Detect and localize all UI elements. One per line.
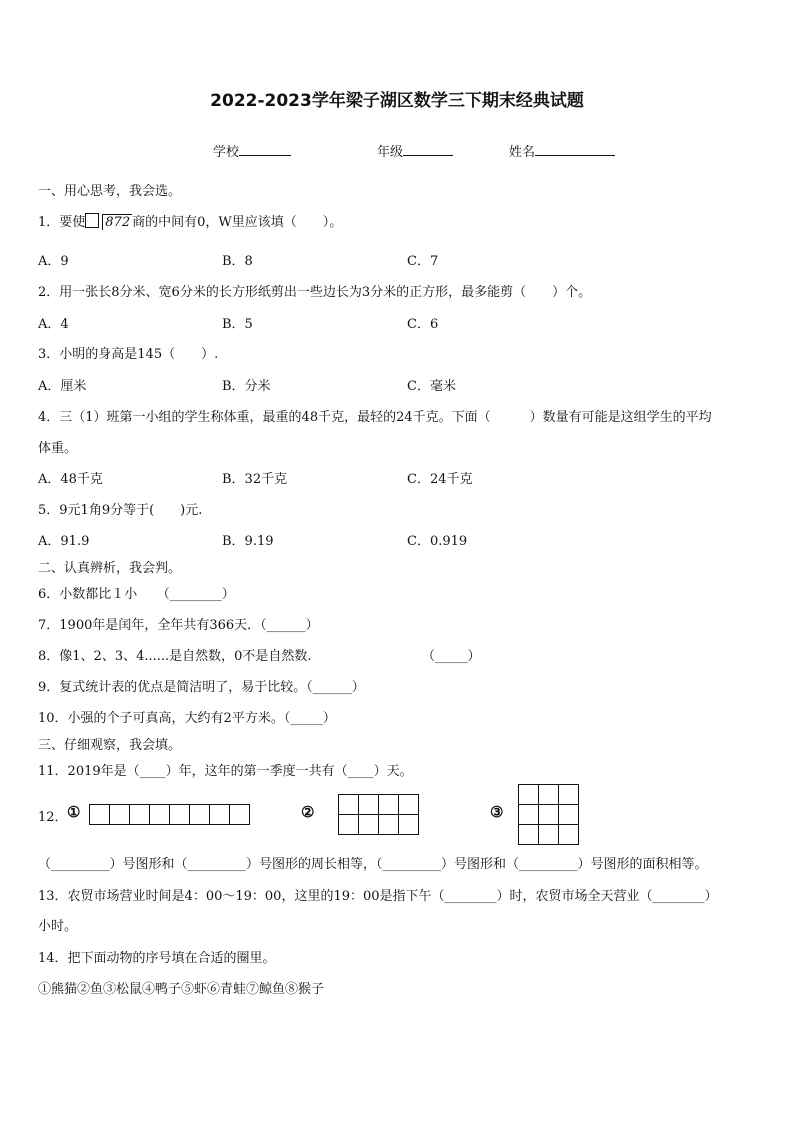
q5-option-a: A．91.9 — [38, 534, 90, 549]
q5-option-b: B．9.19 — [222, 534, 274, 549]
q5-option-c: C．0.919 — [407, 534, 468, 549]
school-blank — [239, 143, 291, 156]
q10-text: 10．小强的个子可真高，大约有2平方米。 — [38, 711, 284, 726]
question-7 — [38, 614, 319, 633]
q2-option-a: A．4 — [38, 317, 69, 332]
q4-option-a: A．48千克 — [38, 472, 103, 487]
q3-option-a: A．厘米 — [38, 379, 87, 394]
q3-option-b: B．分米 — [222, 379, 271, 394]
question-13-cont: 小时。 — [38, 919, 78, 934]
shape-3-mark: ③ — [490, 803, 504, 821]
q1-option-a: A．9 — [38, 254, 69, 269]
q3-option-c: C．毫米 — [407, 379, 456, 394]
name-field — [509, 141, 615, 160]
page-title: 2022-2023学年梁子湖区数学三下期末经典试题 — [210, 91, 584, 111]
question-4-cont: 体重。 — [38, 441, 78, 456]
q1-box — [85, 213, 99, 228]
grade-field — [377, 141, 453, 160]
q7-text: 7．1900年是闰年，全年共有366天． — [38, 618, 261, 633]
q1-prefix: 1．要使 — [38, 215, 86, 230]
q1-option-b: B．8 — [222, 254, 253, 269]
q7-answer-blank: （______） — [260, 618, 319, 633]
q9-text: 9．复式统计表的优点是简洁明了，易于比较。 — [38, 680, 307, 695]
section-1-heading: 一、用心思考，我会选。 — [38, 184, 182, 199]
question-6 — [38, 583, 235, 602]
q4-option-b: B．32千克 — [222, 472, 288, 487]
q9-answer-blank: （______） — [306, 680, 365, 695]
grade-blank — [403, 143, 453, 156]
question-10 — [38, 707, 336, 726]
q1-dividend: 872 — [102, 214, 132, 230]
question-14: 14．把下面动物的序号填在合适的圈里。 — [38, 951, 276, 966]
section-3-heading: 三、仔细观察，我会填。 — [38, 738, 182, 753]
question-5: 5．9元1角9分等于( )元. — [38, 503, 203, 518]
shape-3-grid — [518, 784, 579, 845]
q4-option-c: C．24千克 — [407, 472, 473, 487]
question-4: 4．三（1）班第一小组的学生称体重，最重的48千克，最轻的24千克。下面（ ）数量有可能是这组学生的平均 — [38, 410, 712, 425]
q12-label: 12． — [38, 810, 68, 825]
shape-2-mark: ② — [301, 803, 315, 821]
shape-1-mark: ① — [67, 803, 81, 821]
q6-text: 6．小数都比１小 — [38, 587, 164, 602]
q2-option-b: B．5 — [222, 317, 253, 332]
question-3: 3．小明的身高是145（ ）. — [38, 347, 219, 362]
q6-answer-blank: （________） — [163, 587, 235, 602]
question-11: 11．2019年是（____）年，这年的第一季度一共有（____）天。 — [38, 764, 413, 779]
school-label: 学校 — [213, 145, 240, 160]
name-label: 姓名 — [509, 145, 536, 160]
q12-answer-line: （_________）号图形和（_________）号图形的周长相等，（_________）号图形和（_________）号图形的面积相等。 — [38, 857, 708, 872]
shape-1-grid — [89, 804, 251, 825]
grade-label: 年级 — [377, 145, 404, 160]
question-9 — [38, 676, 365, 695]
q2-option-c: C．6 — [407, 317, 439, 332]
shape-2-grid — [338, 794, 419, 835]
question-1 — [38, 211, 342, 230]
q1-suffix: 商的中间有0，W里应该填（ ）。 — [132, 215, 343, 230]
q8-answer-blank: （_____） — [422, 649, 481, 664]
q10-answer-blank: （_____） — [283, 711, 336, 726]
question-8: 8．像1、2、3、4......是自然数，0不是自然数. — [38, 649, 312, 664]
section-2-heading: 二、认真辨析，我会判。 — [38, 561, 182, 576]
question-13: 13．农贸市场营业时间是4：00～19：00，这里的19：00是指下午（________）时，农贸市场全天营业（________） — [38, 889, 718, 904]
school-field — [213, 141, 291, 160]
animal-list: ①熊猫②鱼③松鼠④鸭子⑤虾⑥青蛙⑦鲸鱼⑧猴子 — [38, 982, 325, 997]
question-2: 2．用一张长8分米、宽6分米的长方形纸剪出一些边长为3分米的正方形，最多能剪（ ）个。 — [38, 285, 592, 300]
name-blank — [535, 143, 615, 156]
q1-option-c: C．7 — [407, 254, 439, 269]
